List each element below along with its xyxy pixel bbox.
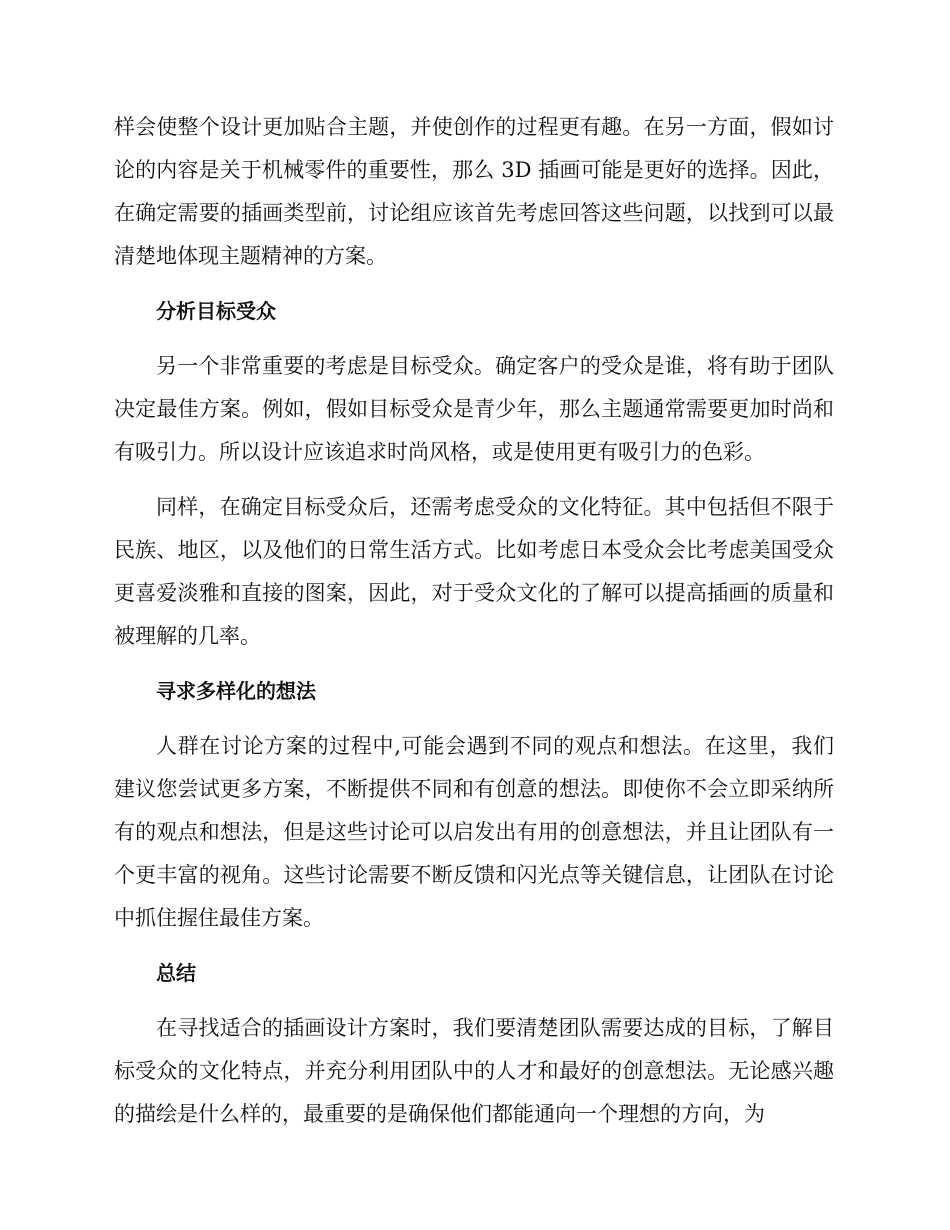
summary-paragraph: 在寻找适合的插画设计方案时，我们要清楚团队需要达成的目标，了解目标受众的文化特点，并充分利用团队中的人才和最好的创意想法。无论感兴趣的描绘是什么样的，最重要的是确保他们都能通向一个理想的方向，为 <box>114 1016 834 1126</box>
section-heading-ideas: 寻求多样化的想法 <box>156 679 316 703</box>
ideas-paragraph: 人群在讨论方案的过程中,可能会遇到不同的观点和想法。在这里，我们建议您尝试更多方案，不断提供不同和有创意的想法。即使你不会立即采纳所有的观点和想法，但是这些讨论可以启发出有用的创意想法，并且让团队有一个更丰富的视角。这些讨论需要不断反馈和闪光点等关键信息，让团队在讨论中抓住握住最佳方案。 <box>114 734 834 930</box>
intro-paragraph: 样会使整个设计更加贴合主题，并使创作的过程更有趣。在另一方面，假如讨论的内容是关于机械零件的重要性，那么 3D 插画可能是更好的选择。因此，在确定需要的插画类型前，讨论组应该首先考虑回答这些问题，以找到可以最清楚地体现主题精神的方案。 <box>114 115 834 268</box>
document-page <box>114 106 834 1148</box>
audience-paragraph-2: 同样，在确定目标受众后，还需考虑受众的文化特征。其中包括但不限于民族、地区，以及他们的日常生活方式。比如考虑日本受众会比考虑美国受众更喜爱淡雅和直接的图案，因此，对于受众文化的了解可以提高插画的质量和被理解的几率。 <box>114 495 834 648</box>
section-heading-summary: 总结 <box>156 961 196 985</box>
audience-paragraph-1: 另一个非常重要的考虑是目标受众。确定客户的受众是谁，将有助于团队决定最佳方案。例如，假如目标受众是青少年，那么主题通常需要更加时尚和有吸引力。所以设计应该追求时尚风格，或是使用更有吸引力的色彩。 <box>114 354 834 464</box>
section-heading-audience: 分析目标受众 <box>156 299 276 323</box>
